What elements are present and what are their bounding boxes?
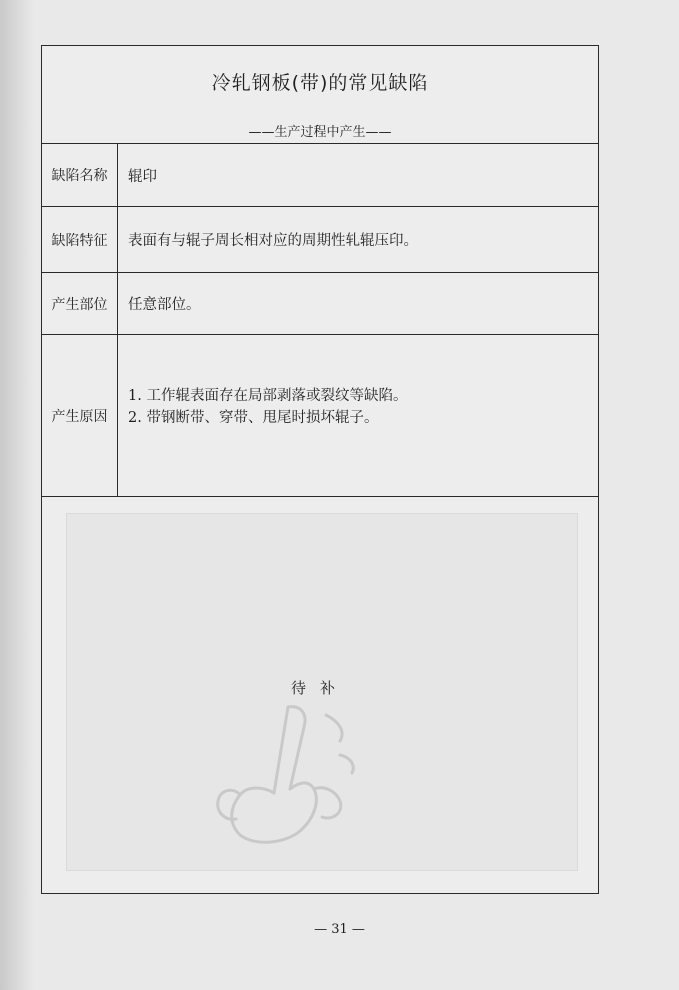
label-defect-feature: 缺陷特征 [42,207,118,272]
figure-area [42,497,598,893]
label-defect-cause: 产生原因 [42,335,118,496]
pointing-hand-icon [190,697,360,847]
label-defect-location: 产生部位 [42,273,118,334]
defect-card [41,45,599,894]
label-defect-name: 缺陷名称 [42,144,118,206]
card-subtitle: ——生产过程中产生—— [248,125,392,140]
card-header [42,46,598,144]
value-defect-name: 辊印 [128,168,157,185]
cause-list [128,385,588,429]
row-defect-feature [42,207,598,273]
row-defect-name [42,144,598,207]
cause-item-2: 2. 带钢断带、穿带、甩尾时损坏辊子。 [128,410,379,426]
row-defect-cause [42,335,598,497]
page-number: — 31 — [314,922,365,937]
page-binding-shadow [0,0,34,990]
value-defect-location: 任意部位。 [128,297,201,313]
cause-item-1: 1. 工作辊表面存在局部剥落或裂纹等缺陷。 [128,388,408,404]
figure-pending-text: 待补 [290,679,349,697]
row-defect-location [42,273,598,335]
card-title: 冷轧钢板(带)的常见缺陷 [211,72,429,94]
value-defect-feature: 表面有与辊子周长相对应的周期性轧辊压印。 [128,233,418,249]
